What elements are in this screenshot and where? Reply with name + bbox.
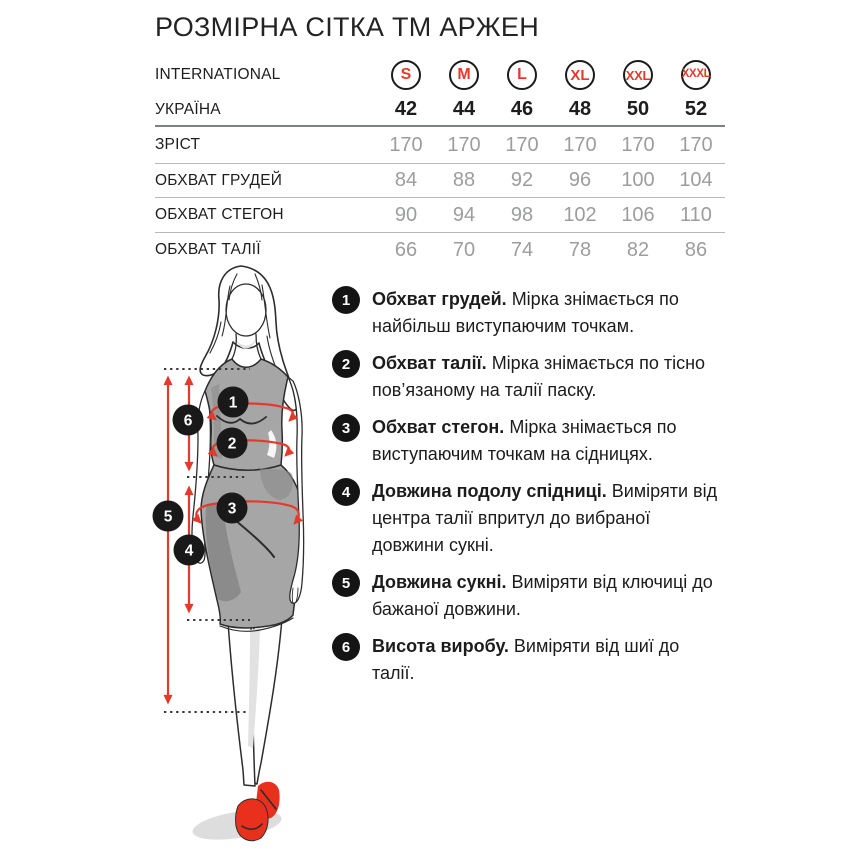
size-badge-xl: XL <box>565 60 595 90</box>
measure-value: 96 <box>568 169 592 191</box>
guide-item-desc: Виміряти від центра талії впритул до вибраної довжини сукні. <box>372 481 718 555</box>
measure-value: 86 <box>684 238 708 261</box>
guide-item-6 <box>332 633 730 687</box>
table-row-hips <box>155 198 725 233</box>
guide-item-5 <box>332 569 730 623</box>
high-heel-front <box>236 799 268 841</box>
size-value: 44 <box>452 98 476 120</box>
measure-value: 100 <box>621 169 655 191</box>
guide-item-4 <box>332 478 730 559</box>
guide-number-badge: 6 <box>332 633 360 661</box>
row-label: ЗРІСТ <box>155 136 201 153</box>
guide-item-desc: Мірка знімається по тісно пов’язаному на талії паску. <box>372 353 706 400</box>
measure-value: 82 <box>626 238 650 261</box>
face <box>226 284 266 336</box>
guide-item-title: Обхват талії. <box>372 353 487 373</box>
guide-item-title: Довжина подолу спідниці. <box>372 481 607 501</box>
row-label: УКРАЇНА <box>155 100 221 118</box>
row-label: ОБХВАТ СТЕГОН <box>155 206 284 223</box>
measure-value: 92 <box>510 169 534 191</box>
guide-text <box>372 633 724 687</box>
guide-item-2 <box>332 350 730 404</box>
size-badge-xxl: XXL <box>623 60 653 90</box>
page-title: РОЗМІРНА СІТКА ТМ АРЖЕН <box>155 12 540 42</box>
size-badge-xxxl: XXXL <box>681 60 711 90</box>
figure-marker-3: 3 <box>227 500 237 518</box>
guide-item-title: Обхват грудей. <box>372 289 507 309</box>
row-label: INTERNATIONAL <box>155 66 281 83</box>
size-badge-s: S <box>391 60 421 90</box>
measure-value: 106 <box>621 203 655 226</box>
measurement-guide <box>332 286 730 697</box>
guide-number-badge: 4 <box>332 478 360 506</box>
table-row-ukraine <box>155 94 725 127</box>
size-badge-m: M <box>449 60 479 90</box>
guide-number-badge: 5 <box>332 569 360 597</box>
measure-value: 98 <box>510 203 534 226</box>
guide-item-3 <box>332 414 730 468</box>
size-value: 52 <box>684 98 708 120</box>
guide-item-desc: Виміряти від шиї до талії. <box>372 636 680 683</box>
guide-text <box>372 414 724 468</box>
measure-value: 170 <box>389 133 423 156</box>
size-value: 46 <box>510 98 534 120</box>
measure-value: 170 <box>505 133 539 156</box>
guide-item-title: Обхват стегон. <box>372 417 505 437</box>
guide-item-desc: Виміряти від ключиці до бажаної довжини. <box>372 572 713 619</box>
guide-item-desc: Мірка знімається по виступаючим точкам на сідницях. <box>372 417 677 464</box>
figure-illustration <box>140 258 340 850</box>
measure-value: 78 <box>568 238 592 261</box>
size-value: 50 <box>626 98 650 120</box>
figure-marker-4: 4 <box>184 542 194 560</box>
woman-sketch <box>191 266 304 845</box>
row-label: ОБХВАТ ГРУДЕЙ <box>155 171 283 189</box>
guide-number-badge: 3 <box>332 414 360 442</box>
size-value: 42 <box>394 98 418 120</box>
table-row-international <box>155 56 725 94</box>
measure-value: 170 <box>563 133 597 156</box>
measure-value: 170 <box>447 133 481 156</box>
measure-value: 70 <box>452 238 476 261</box>
size-badge-l: L <box>507 60 537 90</box>
figure-marker-5: 5 <box>163 508 173 526</box>
measure-value: 90 <box>394 203 418 226</box>
size-value: 48 <box>568 98 592 120</box>
measure-value: 170 <box>621 133 655 156</box>
measure-value: 170 <box>679 133 713 156</box>
guide-item-title: Висота виробу. <box>372 636 509 656</box>
figure-marker-6: 6 <box>183 412 193 430</box>
guide-text <box>372 286 724 340</box>
measure-value: 74 <box>510 238 534 261</box>
table-row-height <box>155 127 725 164</box>
guide-item-title: Довжина сукні. <box>372 572 507 592</box>
guide-number-badge: 1 <box>332 286 360 314</box>
measure-value: 84 <box>394 169 418 191</box>
guide-text <box>372 350 724 404</box>
measure-value: 88 <box>452 169 476 191</box>
guide-item-desc: Мірка знімається по найбільш виступаючим точкам. <box>372 289 679 336</box>
measure-value: 110 <box>680 203 712 226</box>
figure-marker-1: 1 <box>228 394 238 412</box>
guide-number-badge: 2 <box>332 350 360 378</box>
measure-value: 104 <box>679 169 713 191</box>
guide-text <box>372 569 724 623</box>
guide-text <box>372 478 724 559</box>
measure-value: 102 <box>563 203 597 226</box>
guide-item-1 <box>332 286 730 340</box>
table-row-bust <box>155 164 725 198</box>
measure-value: 66 <box>394 238 418 261</box>
measure-value: 94 <box>452 203 476 226</box>
figure-marker-2: 2 <box>227 435 237 453</box>
row-label: ОБХВАТ ТАЛІЇ <box>155 241 261 258</box>
size-table <box>155 56 725 267</box>
